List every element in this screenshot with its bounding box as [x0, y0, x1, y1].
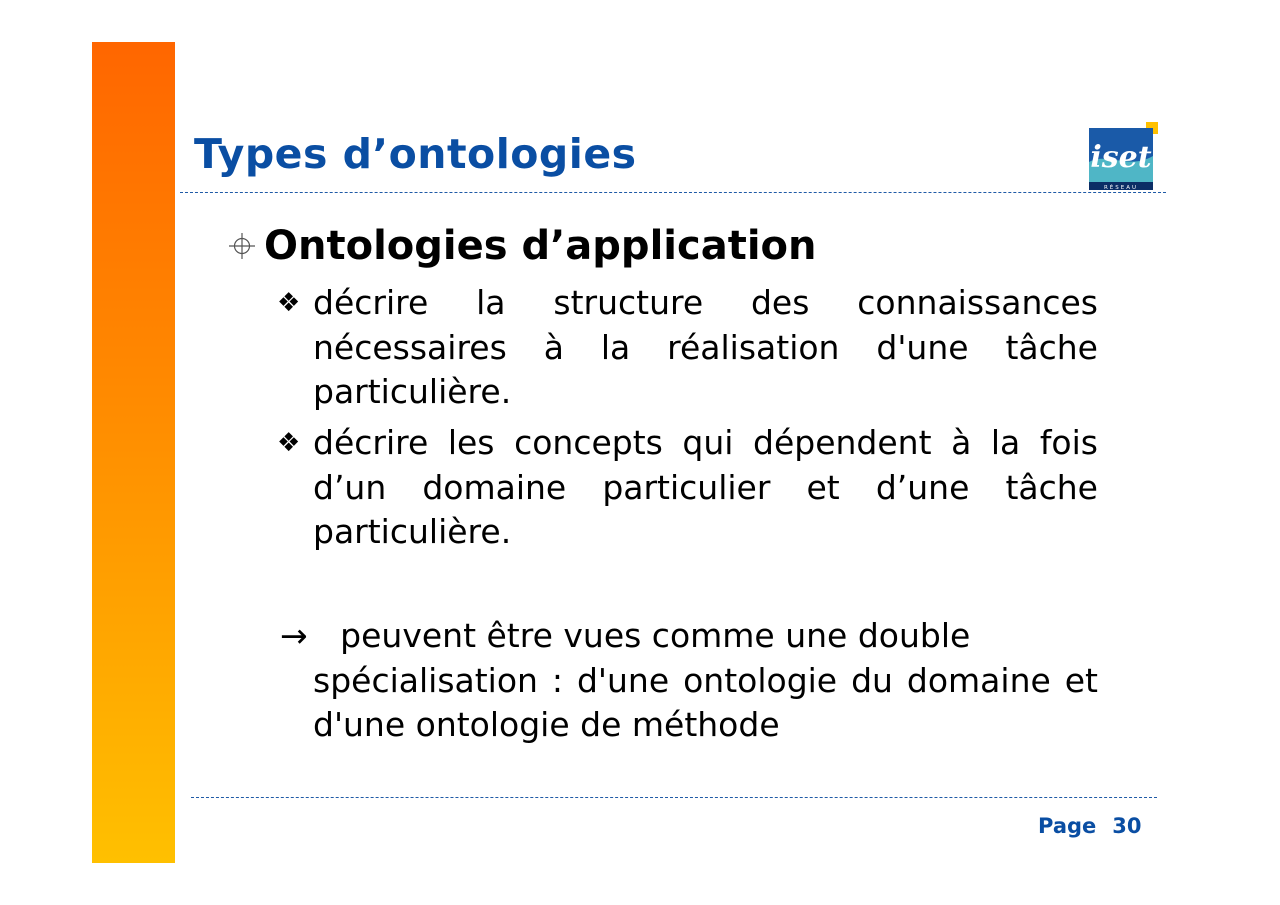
bullet-item: [277, 421, 1098, 555]
iset-logo: [1088, 122, 1160, 194]
conclusion-text-first: peuvent être vues comme une double: [340, 616, 971, 655]
iset-logo-icon: [1088, 122, 1160, 194]
footer-divider: [191, 797, 1157, 798]
conclusion-paragraph: [280, 614, 1098, 748]
title-divider: [180, 192, 1166, 193]
diamond-bullet-icon: ❖: [277, 428, 301, 458]
conclusion-text-rest: spécialisation : d'une ontologie du domaine et d'une ontologie de méthode: [313, 660, 1098, 744]
crosshair-icon: [228, 232, 256, 260]
svg-text:RÉSEAU: RÉSEAU: [1103, 185, 1139, 191]
bullet-item: [277, 281, 1098, 415]
bullet-text: décrire la structure des connaissances nécessaires à la réalisation d'une tâche particulière.: [313, 283, 1098, 411]
section-heading: Ontologies d’application: [264, 223, 817, 269]
arrow-right-icon: →: [280, 616, 308, 655]
svg-text:iset: iset: [1090, 140, 1152, 175]
page-indicator: [1038, 814, 1142, 838]
page-number: 30: [1112, 814, 1142, 838]
page-label: Page: [1038, 814, 1097, 838]
slide-title: Types d’ontologies: [194, 130, 637, 178]
bullet-text: décrire les concepts qui dépendent à la fois d’un domaine particulier et d’une tâche particulière.: [313, 423, 1098, 551]
side-accent-bar: [92, 42, 175, 863]
diamond-bullet-icon: ❖: [277, 288, 301, 318]
